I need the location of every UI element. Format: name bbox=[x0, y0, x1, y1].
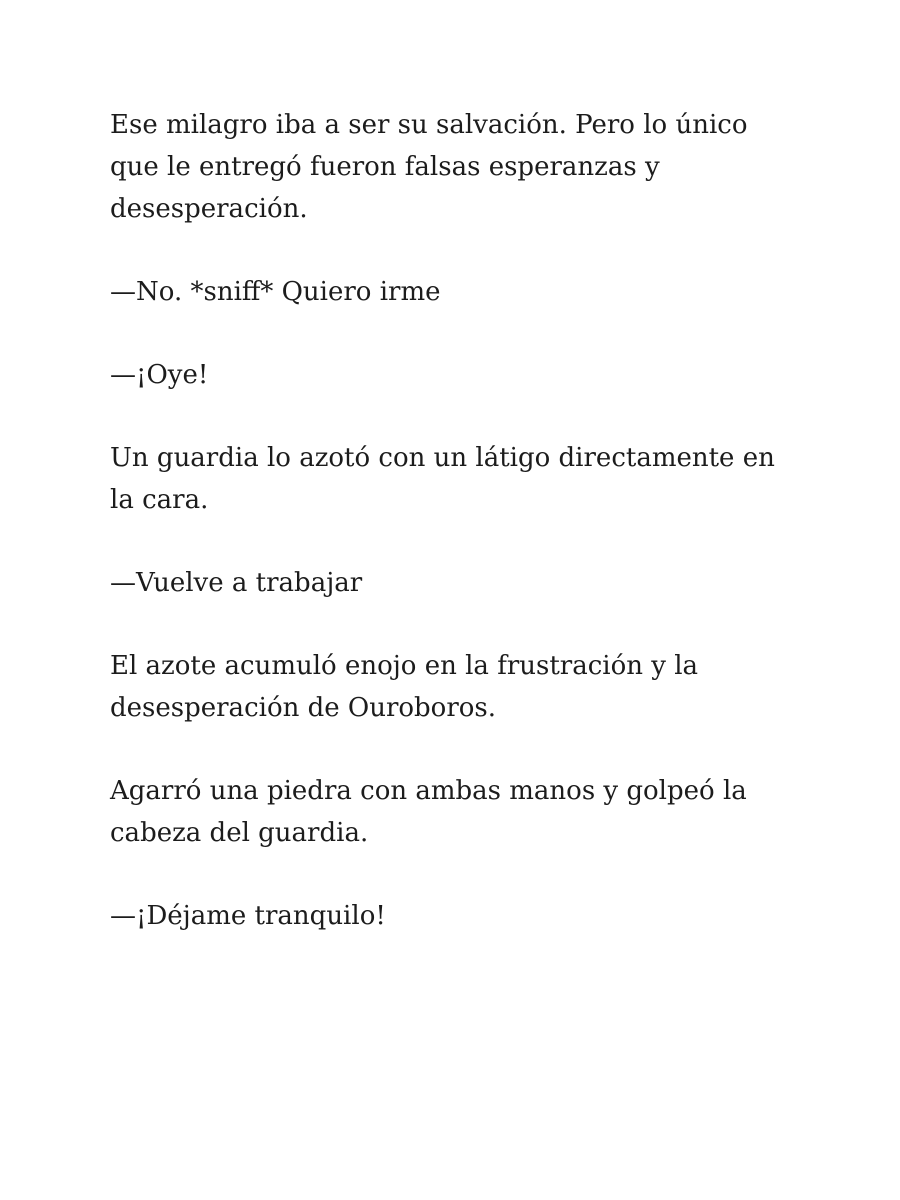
paragraph-narration: Ese milagro iba a ser su salvación. Pero lo único que le entregó fueron falsas esperanzas y desesperación. bbox=[110, 110, 748, 224]
paragraph-narration: El azote acumuló enojo en la frustración y la desesperación de Ouroboros. bbox=[110, 651, 699, 723]
paragraph-dialogue: —¡Oye! bbox=[110, 360, 209, 390]
paragraph-dialogue: —Vuelve a trabajar bbox=[110, 568, 363, 598]
story-text bbox=[110, 104, 800, 978]
paragraph-dialogue: —¡Déjame tranquilo! bbox=[110, 901, 386, 931]
paragraph-dialogue: —No. *sniff* Quiero irme bbox=[110, 277, 441, 307]
paragraph-narration: Un guardia lo azotó con un látigo directamente en la cara. bbox=[110, 443, 775, 515]
paragraph-narration: Agarró una piedra con ambas manos y golpeó la cabeza del guardia. bbox=[110, 776, 747, 848]
